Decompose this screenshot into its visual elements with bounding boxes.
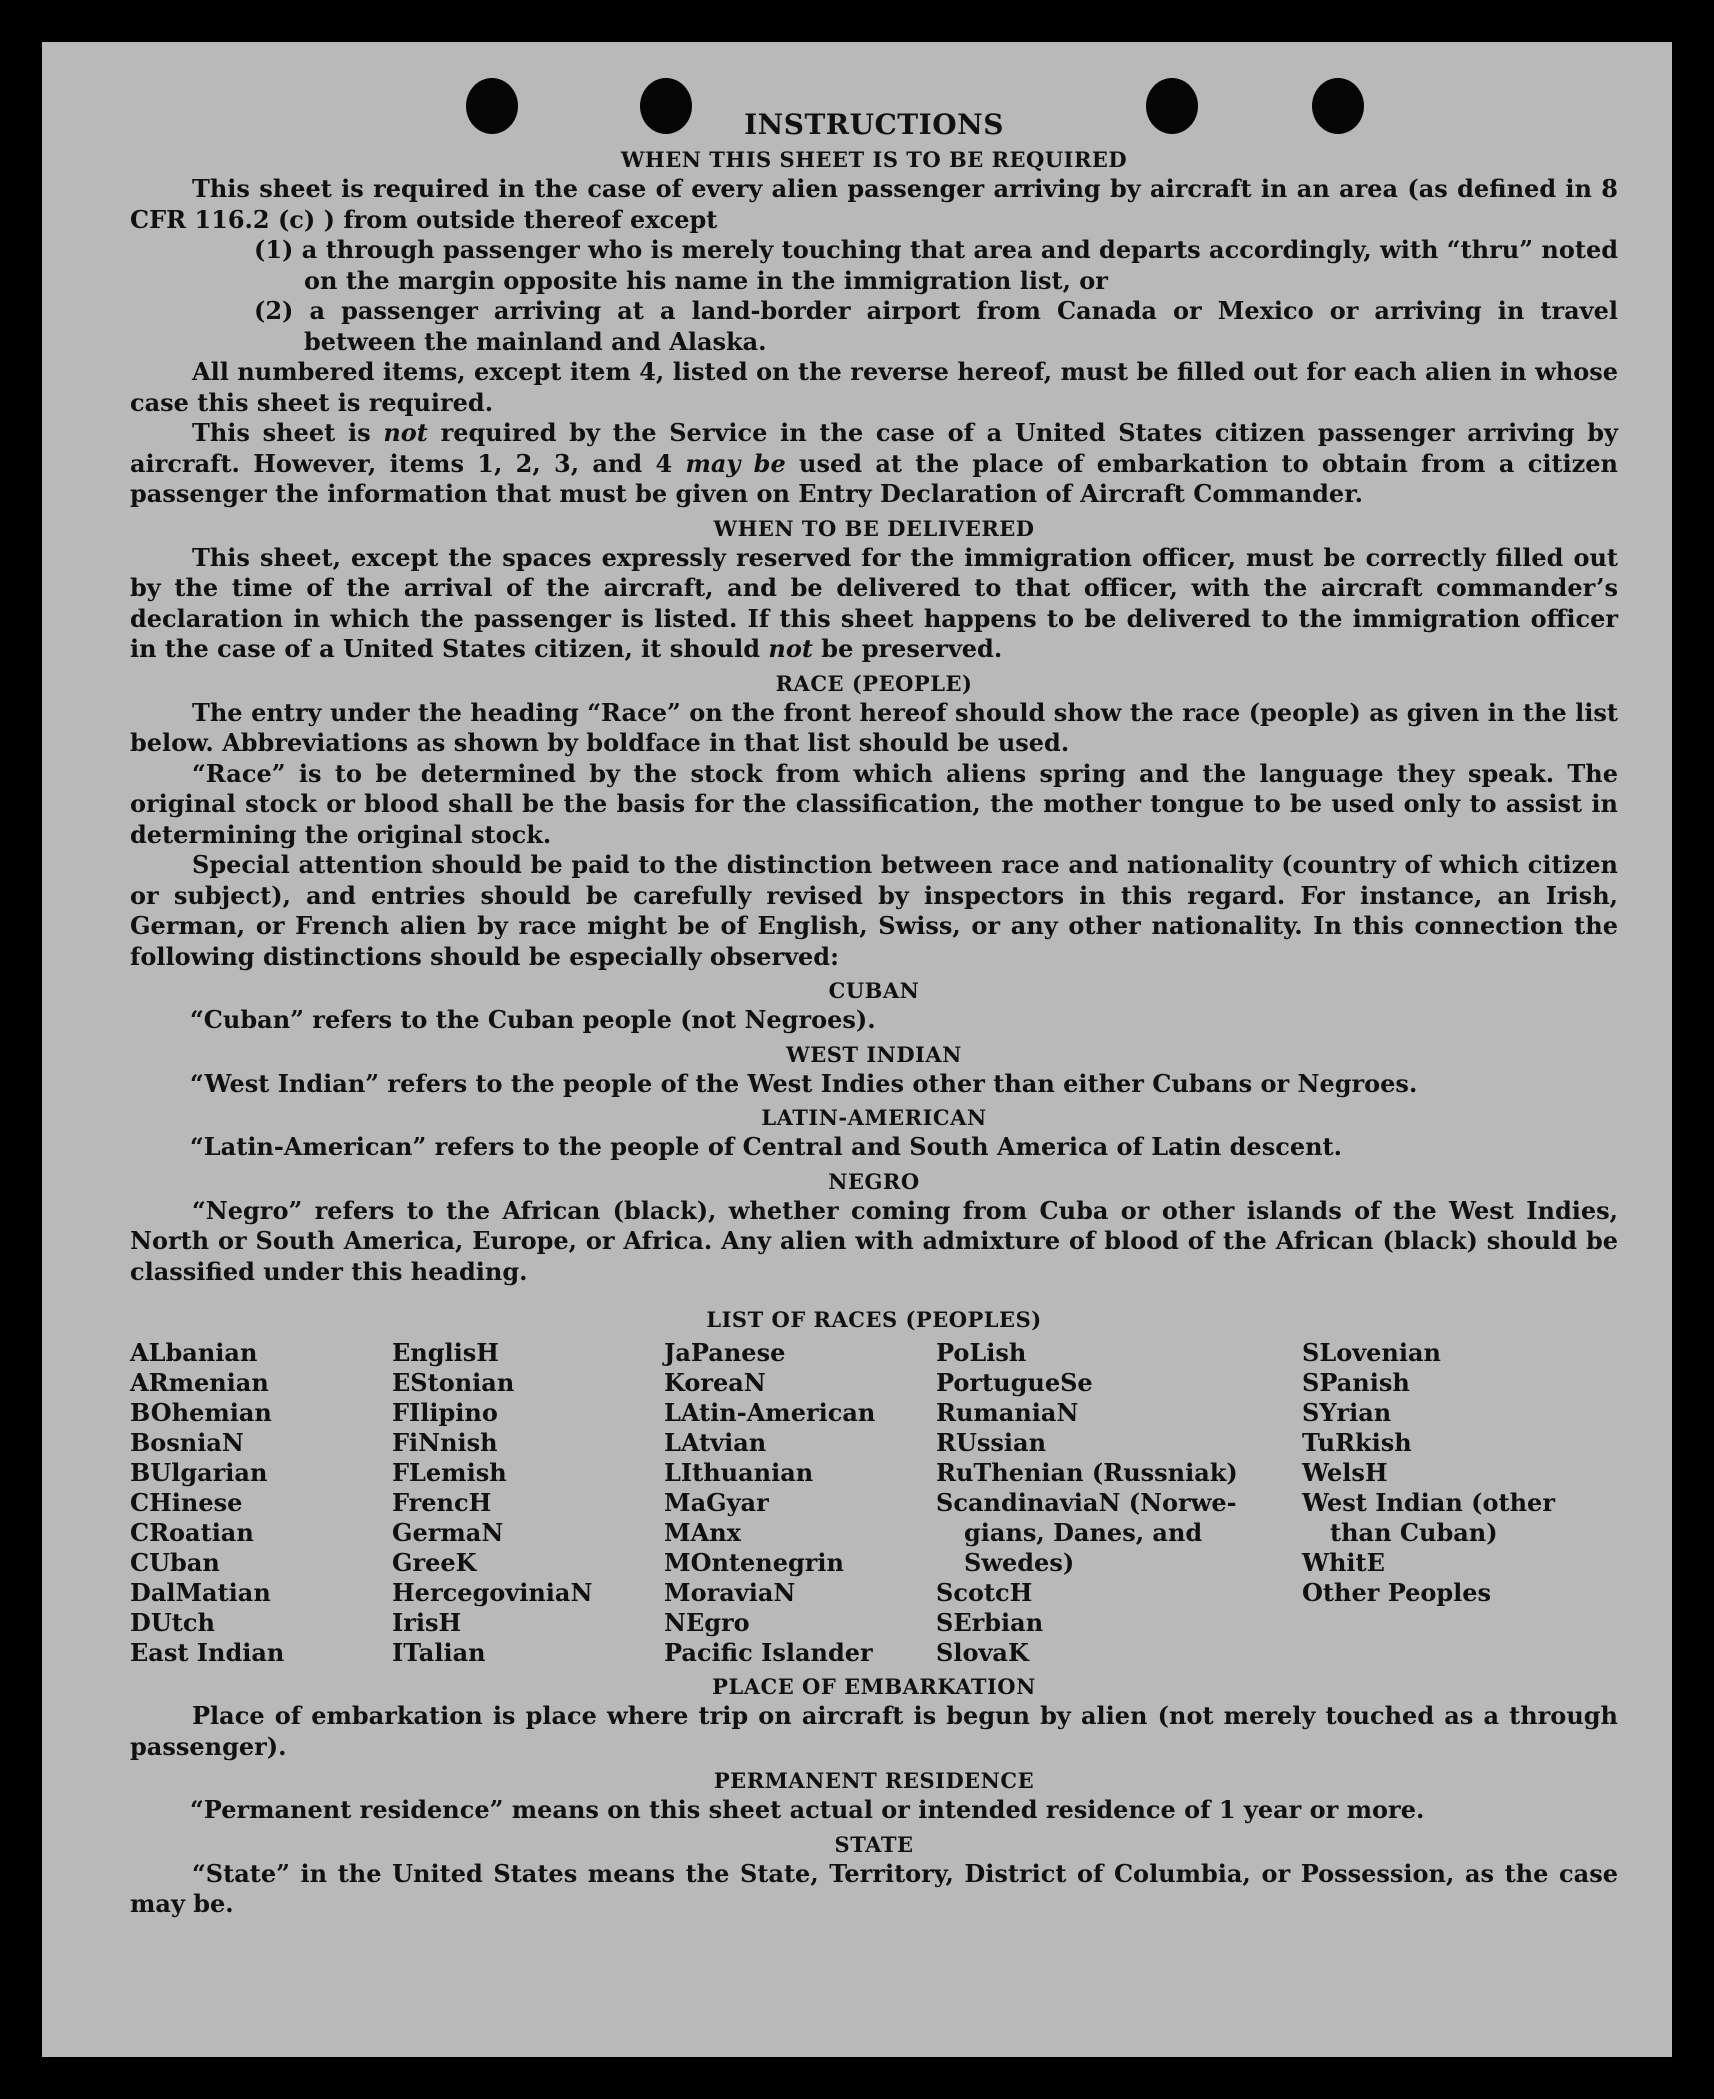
- race-item: RumaniaN: [936, 1398, 1079, 1427]
- race-item: CHinese: [130, 1488, 243, 1517]
- race-item: KoreaN: [664, 1368, 766, 1397]
- definition: “Cuban” refers to the Cuban people (not Negroes).: [190, 1005, 876, 1034]
- paragraph: The entry under the heading “Race” on the front hereof should show the race (people) as given in the list below. Abbreviations as shown by boldface in that list should be used.: [130, 697, 1618, 757]
- race-item: HercegoviniaN: [392, 1578, 593, 1607]
- race-item: BUlgarian: [130, 1458, 268, 1487]
- paragraph: This sheet is not required by the Service in the case of a United States citizen passenger arriving by aircraft. However, items 1, 2, 3, and 4 may be used at the place of embarkation to obtain from a citizen passenger the information that must be given on Entry Declaration of Aircraft Commander.: [130, 418, 1618, 508]
- race-item: LAtvian: [664, 1428, 767, 1457]
- race-column: [936, 1338, 1302, 1668]
- race-column: [130, 1338, 392, 1668]
- section-heading: WHEN THIS SHEET IS TO BE REQUIRED: [620, 147, 1128, 172]
- race-item: DalMatian: [130, 1578, 271, 1607]
- race-item: FIlipino: [392, 1398, 498, 1427]
- race-column: [392, 1338, 664, 1668]
- race-item: SYrian: [1302, 1398, 1392, 1427]
- definition: “Negro” refers to the African (black), whether coming from Cuba or other islands of the West Indies, North or South America, Europe, or Africa. Any alien with admixture of blood of the African (black) should be classified under this heading.: [130, 1195, 1618, 1286]
- race-item: East Indian: [130, 1638, 285, 1667]
- section-heading: RACE (PEOPLE): [775, 670, 973, 696]
- race-item: TuRkish: [1302, 1428, 1412, 1457]
- race-item: ScandinaviaN (Norwe-: [936, 1488, 1237, 1517]
- race-item: than Cuban): [1330, 1518, 1498, 1547]
- race-item: ITalian: [392, 1638, 486, 1667]
- race-item: Swedes): [964, 1548, 1075, 1577]
- race-item: GermaN: [392, 1518, 504, 1547]
- section-heading: WHEN TO BE DELIVERED: [713, 515, 1035, 541]
- race-column: [664, 1338, 936, 1668]
- paragraph: This sheet, except the spaces expressly reserved for the immigration officer, must be correctly filled out by the time of the arrival of the aircraft, and be delivered to that officer, with the aircraft commander’s declaration in which the passenger is listed. If this sheet happens to be delivered to the immigration officer in the case of a United States citizen, it should not be preserved.: [130, 542, 1618, 663]
- race-item: DUtch: [130, 1608, 215, 1637]
- race-item: MAnx: [664, 1518, 741, 1547]
- race-item: CRoatian: [130, 1518, 254, 1547]
- race-item: RUssian: [936, 1428, 1047, 1457]
- race-item: NEgro: [664, 1608, 750, 1637]
- race-item: MoraviaN: [664, 1578, 796, 1607]
- race-item: SlovaK: [936, 1638, 1029, 1667]
- definition: “State” in the United States means the State, Territory, District of Columbia, or Possession, as the case may be.: [130, 1858, 1618, 1918]
- race-item: LAtin-American: [664, 1398, 876, 1427]
- section-heading: NEGRO: [828, 1168, 920, 1194]
- section-heading: LIST OF RACES (PEOPLES): [706, 1307, 1042, 1332]
- race-item: WhitE: [1302, 1548, 1385, 1577]
- paragraph: This sheet is required in the case of every alien passenger arriving by aircraft in an area (as defined in 8 CFR 116.2 (c) ) from outside thereof except: [130, 174, 1618, 234]
- race-item: IrisH: [392, 1608, 462, 1637]
- race-item: BosniaN: [130, 1428, 244, 1457]
- race-item: FLemish: [392, 1458, 507, 1487]
- race-item: LIthuanian: [664, 1458, 814, 1487]
- document-sheet: [42, 42, 1672, 2057]
- page-title: INSTRUCTIONS: [744, 108, 1004, 141]
- race-item: FiNnish: [392, 1428, 498, 1457]
- race-item: Other Peoples: [1302, 1578, 1492, 1607]
- section-heading: STATE: [834, 1831, 914, 1857]
- race-item: PortugueSe: [936, 1368, 1093, 1397]
- exception-item: (1) a through passenger who is merely touching that area and departs accordingly, with “thru” noted on the margin opposite his name in the immigration list, or: [254, 235, 1618, 295]
- instructions-body: [130, 104, 1618, 1920]
- race-item: EStonian: [392, 1368, 515, 1397]
- race-item: ALbanian: [130, 1338, 258, 1367]
- race-item: MaGyar: [664, 1488, 769, 1517]
- section-heading: PLACE OF EMBARKATION: [712, 1674, 1036, 1699]
- section-heading: PERMANENT RESIDENCE: [713, 1768, 1035, 1793]
- race-item: SPanish: [1302, 1368, 1410, 1397]
- race-item: CUban: [130, 1548, 220, 1577]
- race-item: BOhemian: [130, 1398, 272, 1427]
- race-item: SLovenian: [1302, 1338, 1441, 1367]
- exception-item: (2) a passenger arriving at a land-border airport from Canada or Mexico or arriving in travel between the mainland and Alaska.: [254, 296, 1618, 356]
- definition: “Latin-American” refers to the people of Central and South America of Latin descent.: [190, 1132, 1342, 1161]
- paragraph: Special attention should be paid to the distinction between race and nationality (country of which citizen or subject), and entries should be carefully revised by inspectors in this regard. For instance, an Irish, German, or French alien by race might be of English, Swiss, or any other nationality. In this connection the following distinctions should be especially observed:: [130, 850, 1618, 971]
- paragraph: All numbered items, except item 4, listed on the reverse hereof, must be filled out for each alien in whose case this sheet is required.: [130, 357, 1618, 417]
- race-column: [1302, 1338, 1555, 1668]
- races-list: [130, 1338, 1618, 1668]
- paragraph: “Race” is to be determined by the stock from which aliens spring and the language they speak. The original stock or blood shall be the basis for the classification, the mother tongue to be used only to assist in determining the original stock.: [130, 758, 1618, 849]
- race-item: gians, Danes, and: [964, 1518, 1203, 1547]
- race-item: GreeK: [392, 1548, 477, 1577]
- section-heading: CUBAN: [828, 978, 920, 1003]
- section-heading: LATIN-AMERICAN: [761, 1105, 987, 1130]
- race-item: MOntenegrin: [664, 1548, 844, 1577]
- section-heading: WEST INDIAN: [786, 1041, 962, 1067]
- race-item: West Indian (other: [1302, 1488, 1555, 1517]
- race-item: PoLish: [936, 1338, 1027, 1367]
- race-item: ARmenian: [130, 1368, 269, 1397]
- definition: “Permanent residence” means on this sheet actual or intended residence of 1 year or more.: [190, 1795, 1425, 1824]
- race-item: Pacific Islander: [664, 1638, 873, 1667]
- race-item: JaPanese: [664, 1338, 786, 1367]
- race-item: ScotcH: [936, 1578, 1033, 1607]
- definition: “West Indian” refers to the people of the West Indies other than either Cubans or Negroes.: [190, 1068, 1418, 1098]
- race-item: EnglisH: [392, 1338, 499, 1367]
- race-item: FrencH: [392, 1488, 492, 1517]
- definition: Place of embarkation is place where trip on aircraft is begun by alien (not merely touched as a through passenger).: [130, 1701, 1618, 1761]
- race-item: RuThenian (Russniak): [936, 1458, 1238, 1487]
- race-item: SErbian: [936, 1608, 1044, 1637]
- race-item: WelsH: [1302, 1458, 1388, 1487]
